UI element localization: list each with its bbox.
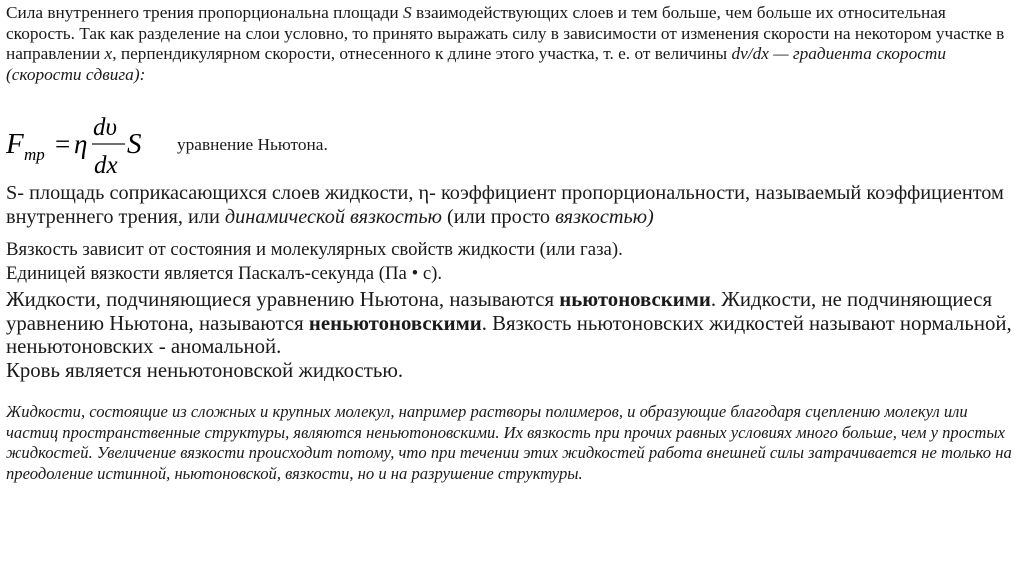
viscosity-term: вязкостью) — [555, 205, 654, 228]
formula-numerator: dυ — [93, 114, 117, 141]
intro-text-1: Сила внутреннего трения пропорциональна площади — [6, 3, 403, 22]
intro-s-symbol: S — [403, 3, 412, 22]
newtonian-definition — [6, 288, 1016, 359]
newtonian-term: ньютоновскими — [559, 288, 711, 311]
newton-text-1: Жидкости, подчиняющиеся уравнению Ньютона, называются — [6, 288, 560, 311]
intro-paragraph — [6, 3, 1016, 85]
blood-line: Кровь является неньютоновской жидкостью. — [6, 358, 404, 382]
newton-text-2: . Жидкости, не подчиняющиеся уравнению Ньютона, называются — [6, 288, 993, 335]
formula-subscript: mp — [24, 145, 45, 164]
italic-paragraph: Жидкости, состоящие из сложных и крупных молекул, например растворы полимеров, и образующие благодаря сцеплению молекул или частиц пространственные структуры, являются неньютоновскими. Их вязкость при прочих равных условиях много больше, чем у простых жидкостей. Увеличение вязкости происходит потому, что при течении этих жидкостей работа внешней силы затрачивается не только на преодоление истинной, ньютоновской, вязкости, но и на разрушение структуры. — [6, 402, 1012, 483]
intro-text-2: взаимодействующих слоев и тем больше, чем больше их относительная скорость. Так как разделение на слои условно, то принято выражать силу в зависимости от изменения скорости на некотором участке в направлении — [6, 3, 1005, 63]
intro-gradient: dv/dx — градиента скорости (скорости сдвига): — [6, 44, 947, 84]
dynamic-viscosity-term: динамической вязкостью — [224, 205, 442, 228]
newtonian-paragraph — [6, 288, 1016, 382]
formula-F: F — [6, 128, 24, 160]
viscosity-unit-line: Единицей вязкости является Паскалъ-секунда (Па • с). — [6, 262, 443, 284]
formula-S: S — [127, 128, 142, 160]
non-newtonian-term: неньютоновскими — [308, 311, 482, 335]
sdef-text-2: (или просто — [441, 205, 556, 228]
formula-label: уравнение Ньютона. — [177, 135, 328, 154]
newton-text-3: . Вязкость ньютоновских жидкостей называют нормальной, неньютоновских - аномальной. — [6, 311, 1012, 358]
viscosity-paragraph — [6, 238, 1016, 285]
intro-text-3: , перпендикулярном скорости, отнесенного к длине этого участка, т. е. от величины — [112, 44, 732, 63]
newton-formula — [6, 111, 1016, 183]
formula-graphic — [6, 111, 171, 183]
s-definition-paragraph — [6, 182, 1016, 229]
formula-denominator: dx — [94, 152, 118, 179]
formula-eta: η — [74, 129, 88, 159]
sdef-text-1: S- площадь соприкасающихся слоев жидкости, η- коэффициент пропорциональности, называемый коэффициентом внутреннего трения, или — [6, 182, 1004, 228]
viscosity-dependence-line: Вязкость зависит от состояния и молекулярных свойств жидкости (или газа). — [6, 239, 623, 260]
formula-equals: = — [55, 129, 71, 159]
intro-x-symbol: x — [104, 44, 113, 63]
